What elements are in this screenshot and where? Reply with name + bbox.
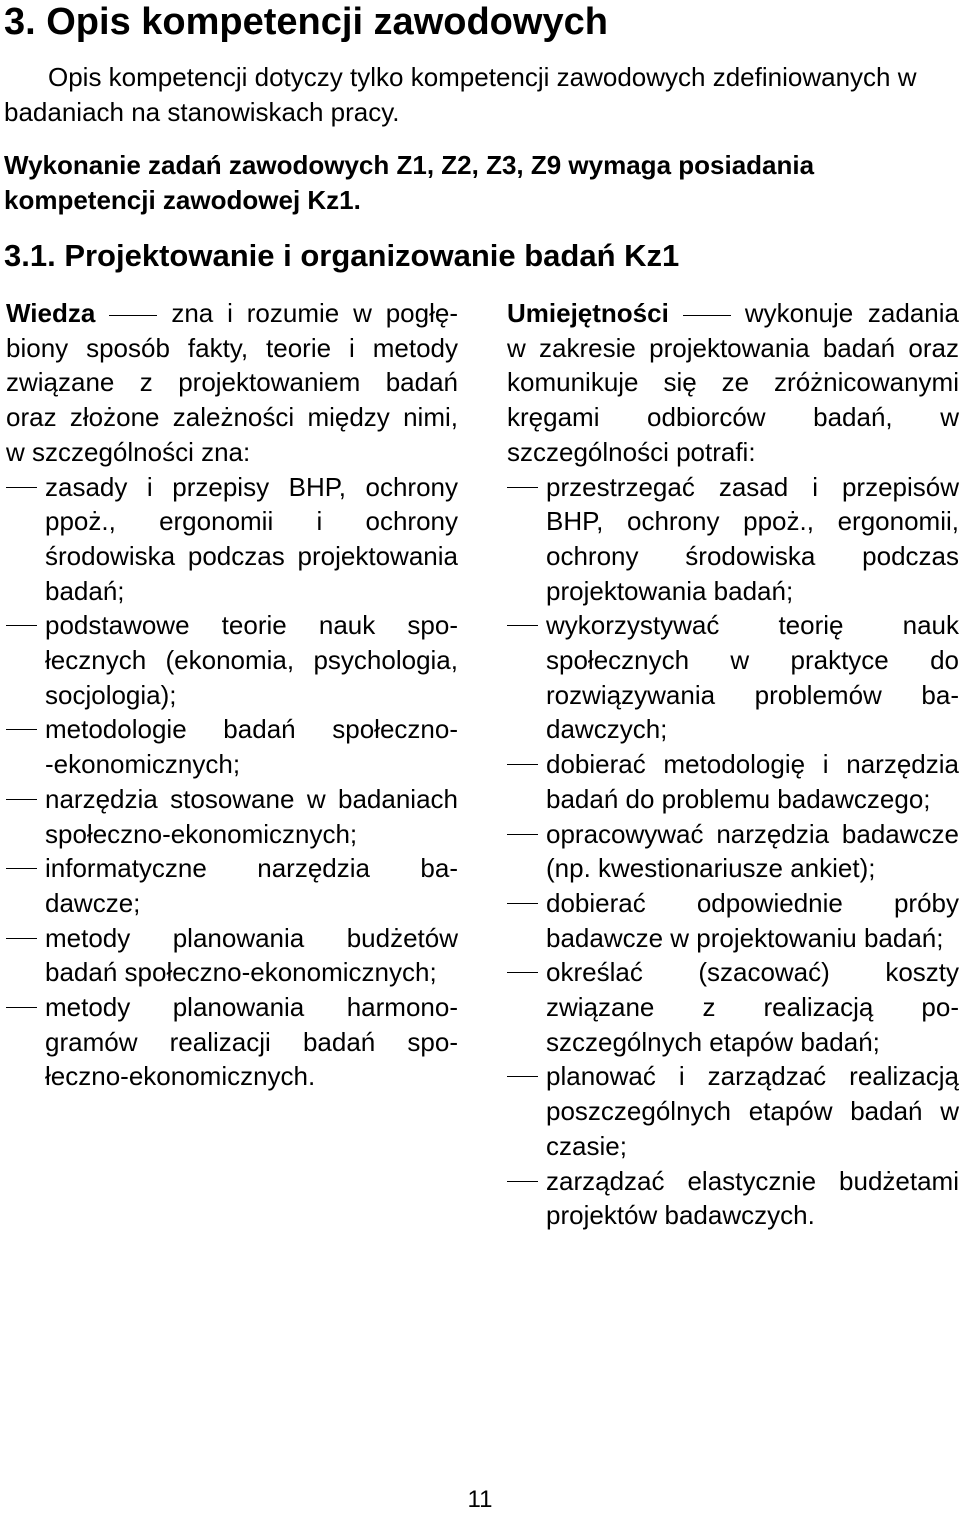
intro-paragraph: [4, 60, 956, 129]
requirement-paragraph: Wykonanie zadań zawodowych Z1, Z2, Z3, Z9 wymaga posiadania kompetencji zawodowej Kz1.: [4, 150, 815, 215]
em-dash: [683, 315, 731, 316]
skills-label: Umiejętności: [507, 298, 669, 328]
list-item: metodologie badań społeczno-‑ekonomicznych;: [6, 712, 458, 781]
list-item: opracowywać narzędzia badawcze (np. kwestionariusze ankiet);: [507, 817, 959, 886]
knowledge-column: [6, 296, 458, 1094]
list-item: przestrzegać zasad i przepisów BHP, ochrony ppoż., ergonomii, ochrony środowiska podczas projektowania badań;: [507, 470, 959, 609]
knowledge-lead-text: zna i rozumie w pogłębiony sposób fakty, teorie i metody związane z projektowaniem badań oraz złożone zależności między nimi, w szczególności zna:: [6, 298, 458, 467]
skills-lead: [507, 296, 959, 470]
em-dash: [109, 315, 157, 316]
list-item: narzędzia stosowane w badaniach społeczno-ekonomicznych;: [6, 782, 458, 851]
list-item: podstawowe teorie nauk społecznych (ekonomia, psychologia, socjologia);: [6, 608, 458, 712]
knowledge-label: Wiedza: [6, 298, 96, 328]
knowledge-list: [6, 470, 458, 1095]
list-item: informatyczne narzędzia badawcze;: [6, 851, 458, 920]
knowledge-lead: [6, 296, 458, 470]
list-item: planować i zarządzać realizacją poszczególnych etapów badań w czasie;: [507, 1059, 959, 1163]
list-item: dobierać metodologię i narzędzia badań do problemu badawczego;: [507, 747, 959, 816]
skills-lead-text: wykonuje zadania w zakresie projektowania badań oraz komunikuje się ze zróżnicowanymi kręgami odbiorców badań, w szczególności potrafi:: [507, 298, 959, 467]
skills-list: [507, 470, 959, 1233]
list-item: zasady i przepisy BHP, ochrony ppoż., ergonomii i ochrony środowiska podczas projektowania badań;: [6, 470, 458, 609]
list-item: zarządzać elastycznie budżetami projektów badawczych.: [507, 1164, 959, 1233]
list-item: wykorzystywać teorię nauk społecznych w praktyce do rozwiązywania problemów badawczych;: [507, 608, 959, 747]
list-item: określać (szacować) koszty związane z realizacją poszczególnych etapów badań;: [507, 955, 959, 1059]
list-item: metody planowania harmonogramów realizacji badań społeczno-ekonomicznych.: [6, 990, 458, 1094]
section-title: 3. Opis kompetencji zawodowych: [4, 1, 608, 43]
intro-text: Opis kompetencji dotyczy tylko kompetencji zawodowych zdefiniowanych w badaniach na stanowiskach pracy.: [4, 62, 917, 127]
page-number: 11: [467, 1486, 493, 1513]
list-item: dobierać odpowiednie próby badawcze w projektowaniu badań;: [507, 886, 959, 955]
subsection-title: 3.1. Projektowanie i organizowanie badań Kz1: [4, 238, 680, 273]
skills-column: [507, 296, 959, 1233]
list-item: metody planowania budżetów badań społeczno-ekonomicznych;: [6, 921, 458, 990]
